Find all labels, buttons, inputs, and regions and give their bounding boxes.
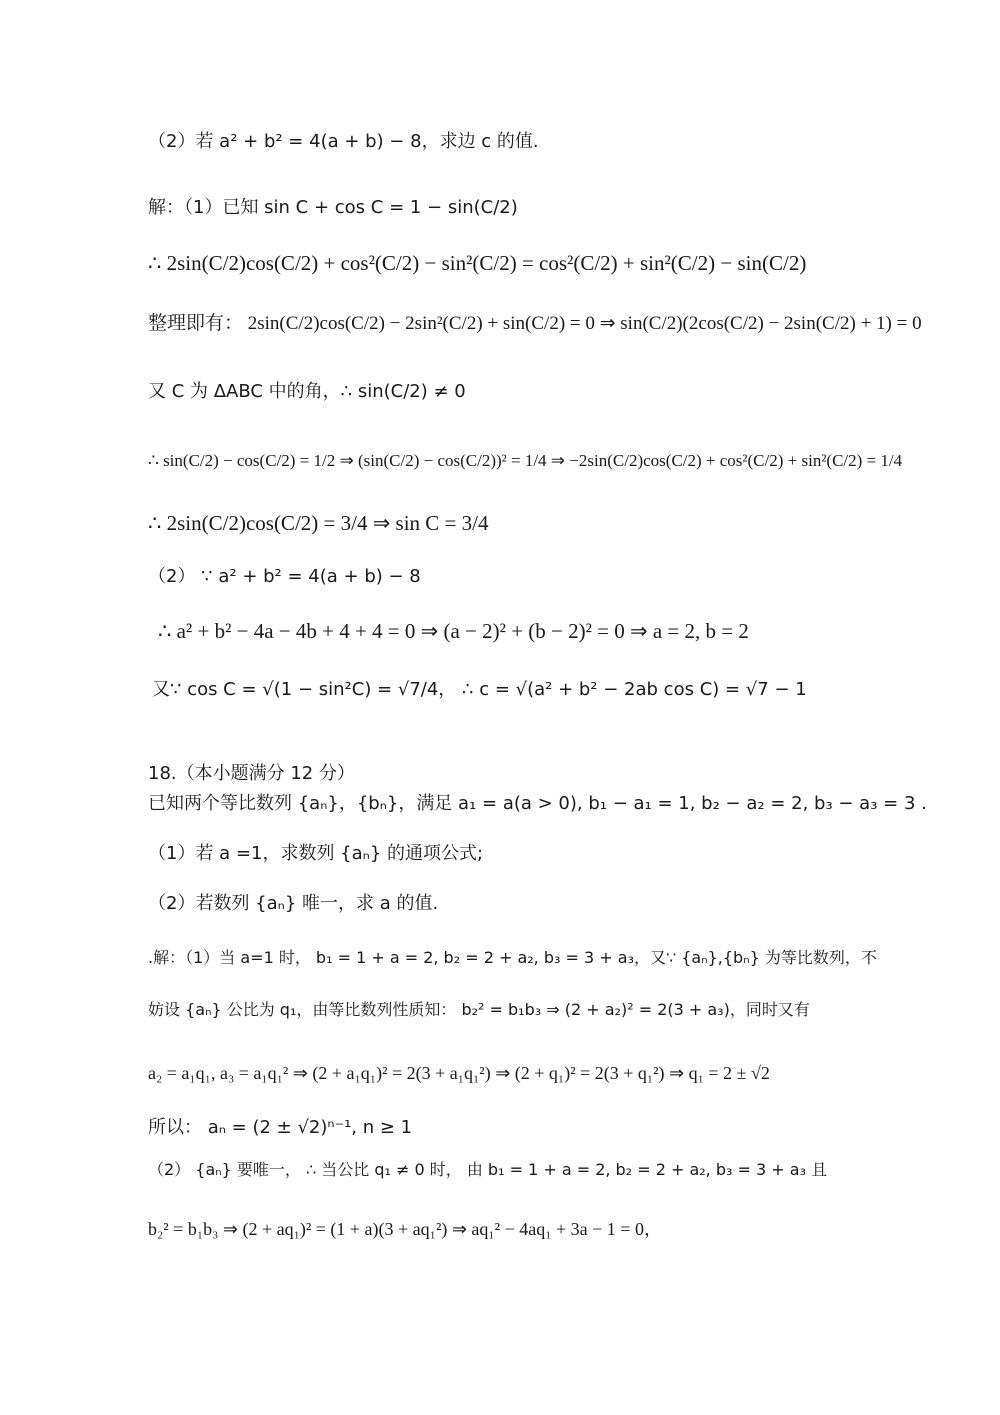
problem-18-part-1: （1）若 a =1，求数列 {aₙ} 的通项公式; [148,843,484,864]
problem-18-statement: 已知两个等比数列 {aₙ}，{bₙ}，满足 a₁ = a(a > 0), b₁ − a₁ = 1, b₂ − a₂ = 2, b₃ − a₃ = 3 . [148,793,927,814]
solution-18-part-2-start: （2） {aₙ} 要唯一， ∴ 当公比 q₁ ≠ 0 时， 由 b₁ = 1 + a = 2, b₂ = 2 + a₂, b₃ = 3 + a₃ 且 [148,1160,828,1179]
solution-equation-6: 又∵ cos C = √(1 − sin²C) = √7/4， ∴ c = √(a² + b² − 2ab cos C) = √7 − 1 [152,679,807,700]
solution-18-result-1: 所以： aₙ = (2 ± √2)ⁿ⁻¹, n ≥ 1 [148,1117,413,1138]
solution-part-1-start: 解：（1）已知 sin C + cos C = 1 − sin(C/2) [148,197,518,218]
solution-18-part-1-start: .解：（1）当 a=1 时， b₁ = 1 + a = 2, b₂ = 2 + a₂, b₃ = 3 + a₃，又∵ {aₙ},{bₙ} 为等比数列，不 [148,948,877,967]
solution-equation-5: ∴ a² + b² − 4a − 4b + 4 + 4 = 0 ⇒ (a − 2)² + (b − 2)² = 0 ⇒ a = 2, b = 2 [158,619,749,643]
solution-equation-2: 整理即有： 2sin(C/2)cos(C/2) − 2sin²(C/2) + sin(C/2) = 0 ⇒ sin(C/2)(2cos(C/2) − 2sin(C/2) + 1) = 0 [148,313,922,334]
solution-18-equation-1: a₂ = a₁q₁, a₃ = a₁q₁² ⇒ (2 + a₁q₁)² = 2(3 + a₁q₁²) ⇒ (2 + q₁)² = 2(3 + q₁²) ⇒ q₁ = 2 ± √2 [148,1063,770,1083]
solution-18-equation-2: b₂² = b₁b₃ ⇒ (2 + aq₁)² = (1 + a)(3 + aq₁²) ⇒ aq₁² − 4aq₁ + 3a − 1 = 0， [148,1219,662,1239]
problem-17-part-2: （2）若 a² + b² = 4(a + b) − 8，求边 c 的值. [148,131,539,152]
solution-angle-note: 又 C 为 ΔABC 中的角，∴ sin(C/2) ≠ 0 [148,381,466,402]
solution-18-ratio: 妨设 {aₙ} 公比为 q₁，由等比数列性质知： b₂² = b₁b₃ ⇒ (2 + a₂)² = 2(3 + a₃)，同时又有 [148,1000,810,1019]
solution-equation-1: ∴ 2sin(C/2)cos(C/2) + cos²(C/2) − sin²(C/2) = cos²(C/2) + sin²(C/2) − sin(C/2) [148,251,807,275]
problem-18-heading: 18.（本小题满分 12 分） [148,763,355,784]
solution-equation-3: ∴ sin(C/2) − cos(C/2) = 1/2 ⇒ (sin(C/2) − cos(C/2))² = 1/4 ⇒ −2sin(C/2)cos(C/2) + cos²(C/2) + sin²(C/2) = 1/4 [148,451,903,470]
solution-part-2-start: （2） ∵ a² + b² = 4(a + b) − 8 [148,566,421,587]
solution-equation-4: ∴ 2sin(C/2)cos(C/2) = 3/4 ⇒ sin C = 3/4 [148,511,489,535]
problem-18-part-2: （2）若数列 {aₙ} 唯一，求 a 的值. [148,893,439,914]
